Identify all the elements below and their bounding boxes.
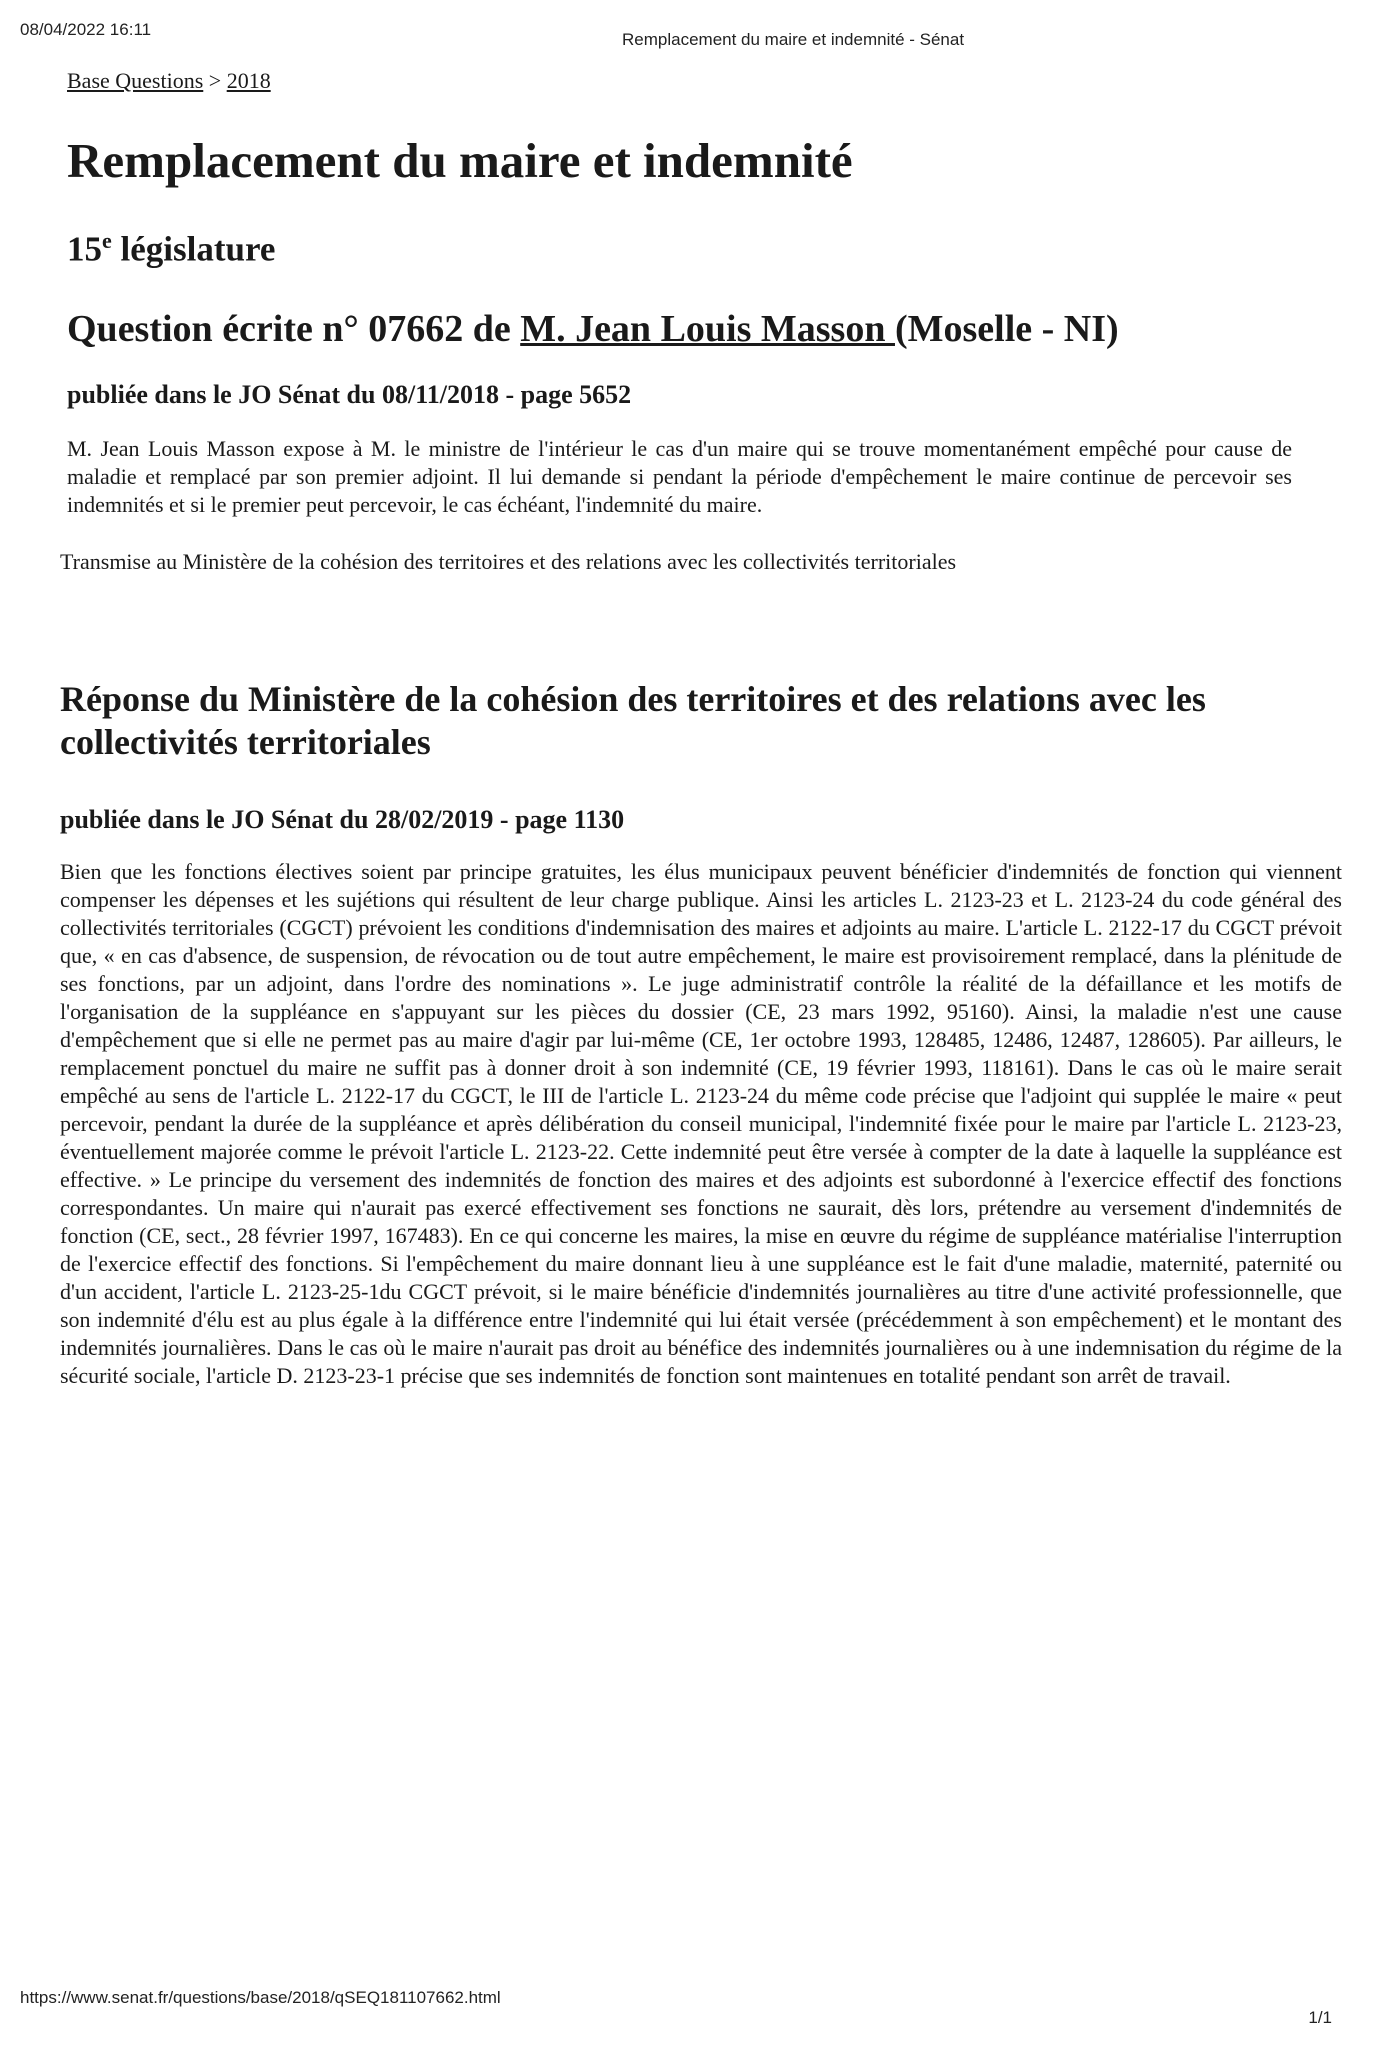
response-publication: publiée dans le JO Sénat du 28/02/2019 - page 1130 [60, 804, 625, 834]
print-doc-title: Remplacement du maire et indemnité - Sénat [622, 30, 965, 49]
question-publication: publiée dans le JO Sénat du 08/11/2018 - page 5652 [67, 379, 632, 409]
question-prefix: Question écrite n° 07662 de [67, 307, 521, 350]
breadcrumb-separator: > [203, 68, 227, 93]
response-heading: Réponse du Ministère de la cohésion des territoires et des relations avec les collectivités territoriales [60, 678, 1206, 762]
question-text: M. Jean Louis Masson expose à M. le ministre de l'intérieur le cas d'un maire qui se trouve momentanément empêché pour cause de maladie et remplacé par son premier adjoint. Il lui demande si pendant la période d'empêchement le maire continue de percevoir ses indemnités et si le premier peut percevoir, le cas échéant, l'indemnité du maire. [67, 435, 1292, 517]
transmission-note: Transmise au Ministère de la cohésion des territoires et des relations avec les collectivités territoriales [60, 548, 957, 574]
legislature-label: législature [111, 229, 276, 269]
breadcrumb-link-base-questions[interactable]: Base Questions [67, 68, 204, 93]
page-title: Remplacement du maire et indemnité [67, 133, 853, 188]
author-constituency: (Moselle - NI) [894, 307, 1119, 350]
breadcrumb-link-year[interactable]: 2018 [226, 68, 271, 93]
author-link[interactable]: M. Jean Louis Masson [520, 307, 895, 350]
response-text: Bien que les fonctions électives soient par principe gratuites, les élus municipaux peuvent bénéficier d'indemnités de fonction qui viennent compenser les dépenses et les sujétions qui résultent de leur charge publique. Ainsi les articles L. 2123-23 et L. 2123-24 du code général des collectivités territoriales (CGCT) prévoient les conditions d'indemnisation des maires et adjoints au maire. L'article L. 2122-17 du CGCT prévoit que, « en cas d'absence, de suspension, de révocation ou de tout autre empêchement, le maire est provisoirement remplacé, dans la plénitude de ses fonctions, par un adjoint, dans l'ordre des nominations ». Le juge administratif contrôle la réalité de la défaillance et les motifs de l'organisation de la suppléance en s'appuyant sur les pièces du dossier (CE, 23 mars 1992, 95160). Ainsi, la maladie n'est une cause d'empêchement que si elle ne permet pas au maire d'agir par lui-même (CE, 1er octobre 1993, 128485, 12486, 12487, 128605). Par ailleurs, le remplacement ponctuel du maire ne suffit pas à donner droit à son indemnité (CE, 19 février 1993, 118161). Dans le cas où le maire serait empêché au sens de l'article L. 2122-17 du CGCT, le III de l'article L. 2123-24 du même code précise que l'adjoint qui supplée le maire « peut percevoir, pendant la durée de la suppléance et après délibération du conseil municipal, l'indemnité fixée pour le maire par l'article L. 2123-23, éventuellement majorée comme le prévoit l'article L. 2123-22. Cette indemnité peut être versée à compter de la date à laquelle la suppléance est effective. » Le principe du versement des indemnités de fonction des maires et des adjoints est subordonné à l'exercice effectif des fonctions correspondantes. Un maire qui n'aurait pas exercé effectivement ses fonctions ne saurait, dès lors, prétendre au versement d'indemnités de fonction (CE, sect., 28 février 1997, 167483). En ce qui concerne les maires, la mise en œuvre du régime de suppléance matérialise l'interruption de l'exercice effectif des fonctions. Si l'empêchement du maire donnant lieu à une suppléance est le fait d'une maladie, maternité, paternité ou d'un accident, l'article L. 2123-25-1du CGCT prévoit, si le maire bénéficie d'indemnités journalières au titre d'une activité professionnelle, que son indemnité d'élu est au plus égale à la différence entre l'indemnité qui lui était versée (précédemment à son empêchement) et le montant des indemnités journalières. Dans le cas où le maire n'aurait pas droit au bénéfice des indemnités journalières ou à une indemnisation du régime de la sécurité sociale, l'article D. 2123-23-1 précise que ses indemnités de fonction sont maintenues en totalité pendant son arrêt de travail. [60, 858, 1342, 1388]
print-page-number: 1/1 [1308, 2008, 1332, 2027]
print-url: https://www.senat.fr/questions/base/2018/qSEQ181107662.html [20, 1988, 501, 2007]
main-content [60, 68, 1340, 1390]
breadcrumb [67, 68, 1340, 94]
legislature-suffix: e [102, 227, 112, 253]
legislature-heading [67, 228, 1340, 270]
question-heading [67, 307, 1340, 351]
legislature-number: 15 [67, 229, 102, 269]
print-header [20, 20, 1372, 49]
print-footer [20, 1988, 1372, 2048]
print-datetime: 08/04/2022 16:11 [20, 20, 152, 39]
